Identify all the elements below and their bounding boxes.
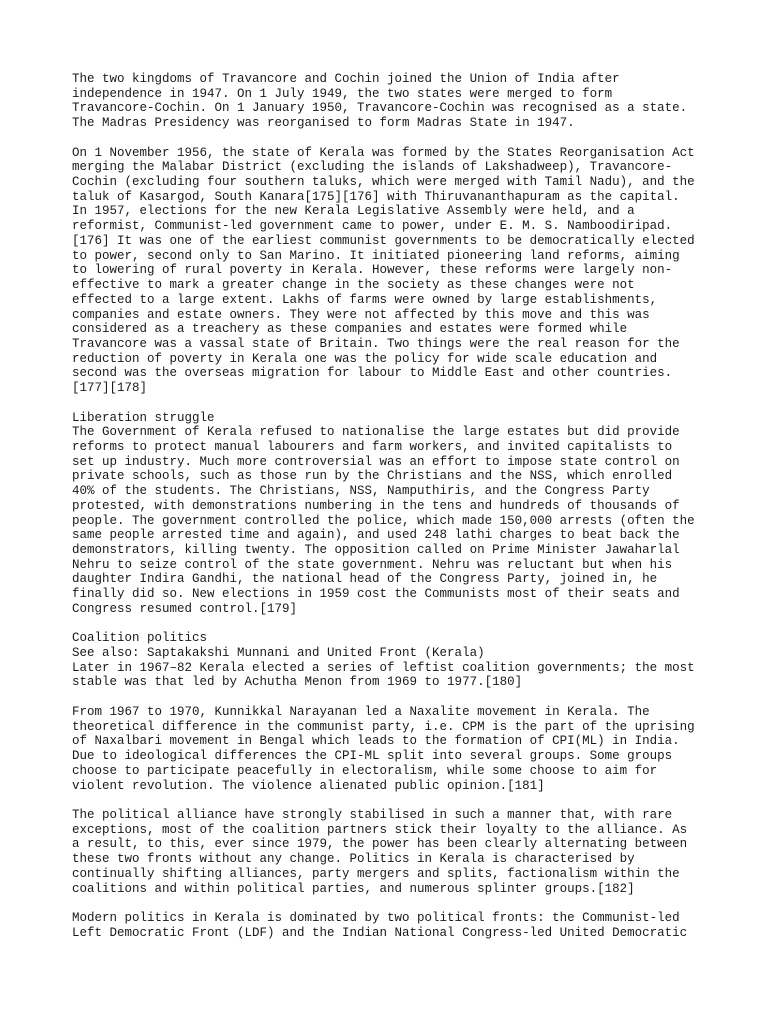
text-line: Modern politics in Kerala is dominated by two political fronts: the Communist-led <box>72 910 680 925</box>
text-line: demonstrators, killing twenty. The opposition called on Prime Minister Jawaharlal <box>72 543 680 557</box>
text-line: these two fronts without any change. Politics in Kerala is characterised by <box>72 852 635 867</box>
paragraph <box>72 146 702 396</box>
text-line: reduction of poverty in Kerala one was the policy for wide scale education and <box>72 351 658 366</box>
text-line: second was the overseas migration for labour to Middle East and other countries. <box>72 366 673 381</box>
text-line: On 1 November 1956, the state of Kerala was formed by the States Reorganisation Act <box>72 145 695 160</box>
text-line: theoretical difference in the communist party, i.e. CPM is the part of the uprising <box>72 719 695 734</box>
text-line: companies and estate owners. They were not affected by this move and this was <box>72 307 650 322</box>
paragraph <box>72 72 702 131</box>
text-line: coalitions and within political parties, and numerous splinter groups.[182] <box>72 881 635 896</box>
text-line: From 1967 to 1970, Kunnikkal Narayanan led a Naxalite movement in Kerala. The <box>72 704 650 719</box>
text-line: Travancore-Cochin. On 1 January 1950, Travancore-Cochin was recognised as a state. <box>72 101 688 116</box>
text-line: Later in 1967–82 Kerala elected a series of leftist coalition governments; the most <box>72 660 695 675</box>
text-line: Left Democratic Front (LDF) and the Indian National Congress-led United Democratic <box>72 925 688 940</box>
text-line: protested, with demonstrations numbering in the tens and hundreds of thousands of <box>72 498 680 513</box>
text-line: Nehru to seize control of the state government. Nehru was reluctant but when his <box>72 557 673 572</box>
text-line: The Government of Kerala refused to nationalise the large estates but did provide <box>72 425 680 440</box>
text-line: set up industry. Much more controversial was an effort to impose state control on <box>72 454 680 469</box>
paragraph <box>72 705 702 793</box>
text-line: considered as a treachery as these companies and estates were formed while <box>72 322 628 337</box>
text-line: merging the Malabar District (excluding the islands of Lakshadweep), Travancore- <box>72 160 673 175</box>
text-line: Coalition politics <box>72 631 208 646</box>
text-line: [176] It was one of the earliest communist governments to be democratically elected <box>72 233 695 248</box>
document-page <box>72 72 702 955</box>
paragraph <box>72 808 702 896</box>
text-line: taluk of Kasargod, South Kanara[175][176] with Thiruvananthapuram as the capital. <box>72 189 680 204</box>
text-line: reformist, Communist-led government came to power, under E. M. S. Namboodiripad. <box>72 219 673 234</box>
text-line: The Madras Presidency was reorganised to form Madras State in 1947. <box>72 116 575 131</box>
text-line: effective to mark a greater change in the society as these changes were not <box>72 278 635 293</box>
text-line: to power, second only to San Marino. It initiated pioneering land reforms, aiming <box>72 248 680 263</box>
text-line: reforms to protect manual labourers and farm workers, and invited capitalists to <box>72 439 673 454</box>
text-line: 40% of the students. The Christians, NSS, Namputhiris, and the Congress Party <box>72 484 650 499</box>
paragraph <box>72 631 702 690</box>
text-line: continually shifting alliances, party mergers and splits, factionalism within the <box>72 866 680 881</box>
text-line: to lowering of rural poverty in Kerala. However, these reforms were largely non- <box>72 263 673 278</box>
text-line: In 1957, elections for the new Kerala Legislative Assembly were held, and a <box>72 204 635 219</box>
text-line: of Naxalbari movement in Bengal which leads to the formation of CPI(ML) in India. <box>72 734 680 749</box>
text-line: choose to participate peacefully in electoralism, while some choose to aim for <box>72 763 658 778</box>
text-line: exceptions, most of the coalition partners stick their loyalty to the alliance. As <box>72 822 688 837</box>
text-line: The two kingdoms of Travancore and Cochin joined the Union of India after <box>72 72 620 86</box>
text-line: finally did so. New elections in 1959 cost the Communists most of their seats and <box>72 587 680 602</box>
text-line: people. The government controlled the police, which made 150,000 arrests (often the <box>72 513 695 528</box>
text-line: daughter Indira Gandhi, the national head of the Congress Party, joined in, he <box>72 572 658 587</box>
text-line: stable was that led by Achutha Menon from 1969 to 1977.[180] <box>72 675 523 690</box>
text-line: [177][178] <box>72 381 148 396</box>
text-line: Congress resumed control.[179] <box>72 601 298 616</box>
text-line: independence in 1947. On 1 July 1949, the two states were merged to form <box>72 86 613 101</box>
text-line: private schools, such as those run by the Christians and the NSS, which enrolled <box>72 469 673 484</box>
text-line: See also: Saptakakshi Munnani and United Front (Kerala) <box>72 646 485 661</box>
text-line: Cochin (excluding four southern taluks, which were merged with Tamil Nadu), and the <box>72 175 695 190</box>
text-line: Due to ideological differences the CPI-ML split into several groups. Some groups <box>72 749 673 764</box>
text-line: Liberation struggle <box>72 410 215 425</box>
text-line: violent revolution. The violence alienated public opinion.[181] <box>72 778 545 793</box>
paragraph <box>72 411 702 617</box>
text-line: effected to a large extent. Lakhs of farms were owned by large establishments, <box>72 292 658 307</box>
text-line: The political alliance have strongly stabilised in such a manner that, with rare <box>72 807 673 822</box>
paragraph <box>72 911 702 940</box>
text-line: same people arrested time and again), and used 248 lathi charges to beat back the <box>72 528 680 543</box>
text-line: Travancore was a vassal state of Britain. Two things were the real reason for the <box>72 336 680 351</box>
text-line: a result, to this, ever since 1979, the power has been clearly alternating between <box>72 837 688 852</box>
